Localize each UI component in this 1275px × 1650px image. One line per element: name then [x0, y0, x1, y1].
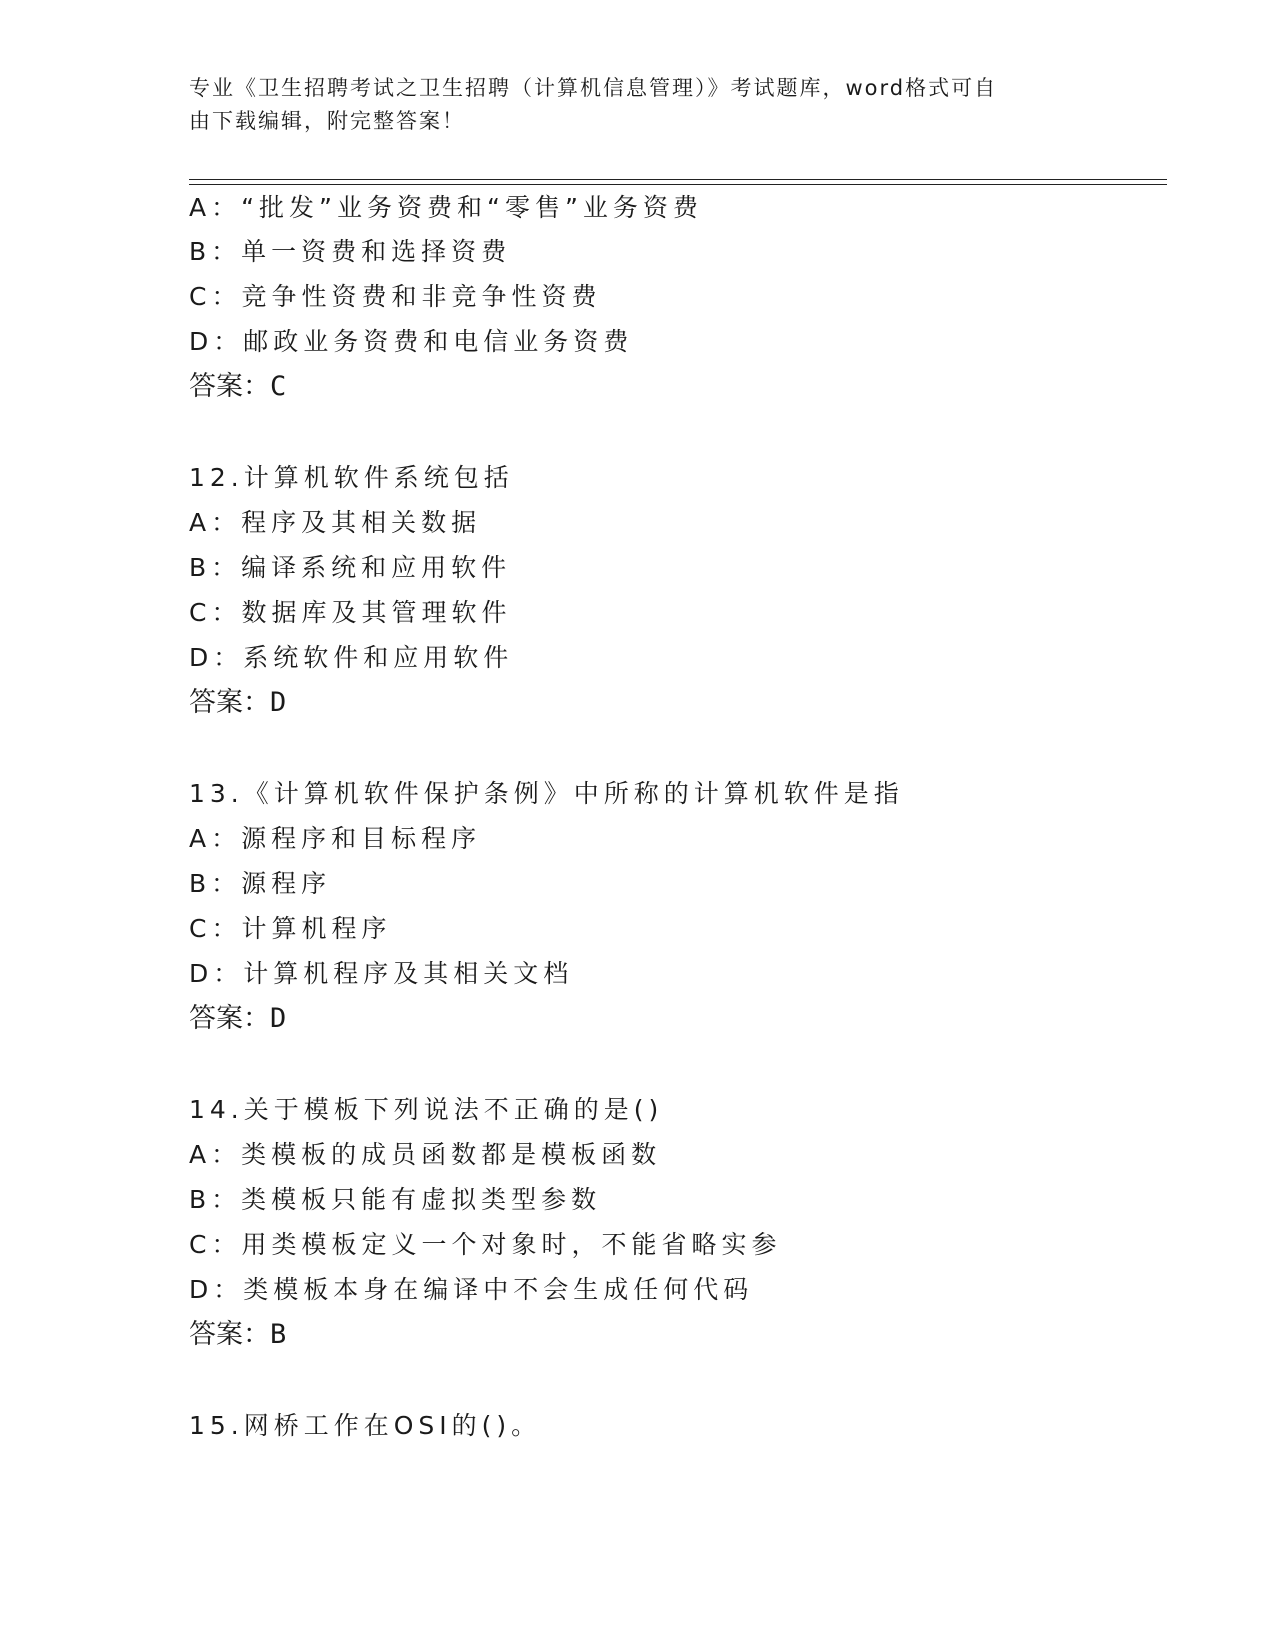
q14-option-c: C：用类模板定义一个对象时，不能省略实参: [189, 1230, 782, 1259]
q12-option-d: D：系统软件和应用软件: [189, 643, 514, 672]
q14-option-a: A：类模板的成员函数都是模板函数: [189, 1140, 662, 1169]
q11-option-b: B：单一资费和选择资费: [189, 237, 512, 266]
header-divider-bottom: [189, 184, 1167, 185]
q11-answer: [189, 370, 286, 404]
q12-option-b: B：编译系统和应用软件: [189, 553, 512, 582]
q12-question: 12.计算机软件系统包括: [189, 463, 514, 492]
answer-label: 答案：: [189, 1003, 270, 1034]
answer-label: 答案：: [189, 371, 270, 402]
document-header: [189, 72, 1069, 138]
answer-key: B: [270, 1319, 287, 1350]
q12-option-a: A：程序及其相关数据: [189, 508, 482, 537]
header-line-2: 由下载编辑，附完整答案！: [189, 109, 465, 133]
header-line-1: 专业《卫生招聘考试之卫生招聘（计算机信息管理）》考试题库，word格式可自: [189, 76, 998, 100]
q13-option-d: D：计算机程序及其相关文档: [189, 959, 574, 988]
header-divider-top: [189, 179, 1167, 180]
answer-label: 答案：: [189, 1319, 270, 1350]
q12-answer: [189, 686, 286, 720]
q13-option-a: A：源程序和目标程序: [189, 824, 482, 853]
q14-option-b: B：类模板只能有虚拟类型参数: [189, 1185, 602, 1214]
q14-answer: [189, 1318, 286, 1352]
answer-key: D: [270, 687, 287, 718]
q11-option-c: C：竞争性资费和非竞争性资费: [189, 282, 602, 311]
q15-question: 15.网桥工作在OSI的()。: [189, 1411, 542, 1440]
q13-option-c: C：计算机程序: [189, 914, 392, 943]
q11-option-a: A：“批发”业务资费和“零售”业务资费: [189, 193, 703, 222]
answer-key: D: [270, 1003, 287, 1034]
q13-option-b: B：源程序: [189, 869, 332, 898]
q13-answer: [189, 1002, 286, 1036]
q13-question: 13.《计算机软件保护条例》中所称的计算机软件是指: [189, 779, 904, 808]
q11-option-d: D：邮政业务资费和电信业务资费: [189, 327, 634, 356]
answer-label: 答案：: [189, 687, 270, 718]
q14-option-d: D：类模板本身在编译中不会生成任何代码: [189, 1275, 754, 1304]
q14-question: 14.关于模板下列说法不正确的是(): [189, 1095, 664, 1124]
answer-key: C: [270, 371, 287, 402]
q12-option-c: C：数据库及其管理软件: [189, 598, 512, 627]
